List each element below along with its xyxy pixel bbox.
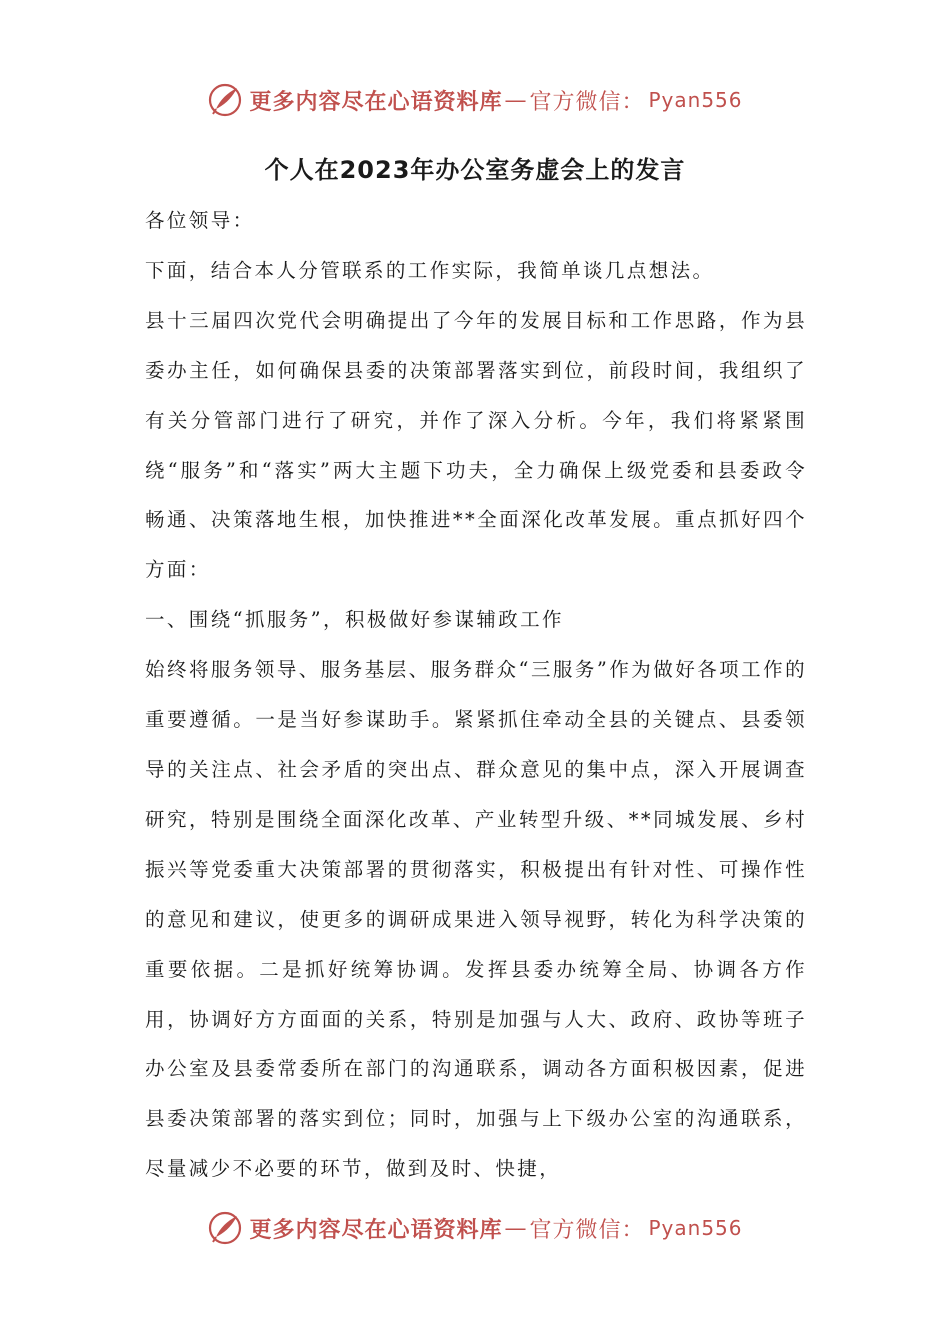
- watermark-header: [0, 82, 950, 118]
- watermark-separator: —: [504, 87, 528, 113]
- watermark-brand: 更多内容尽在心语资料库: [249, 1216, 503, 1243]
- watermark-contact-id: Pyan556: [648, 88, 743, 112]
- paragraph: 县十三届四次党代会明确提出了今年的发展目标和工作思路，作为县委办主任，如何确保县委的决策部署落实到位，前段时间，我组织了有关分管部门进行了研究，并作了深入分析。今年，我们将紧紧围绕“服务”和“落实”两大主题下功夫，全力确保上级党委和县委政令畅通、决策落地生根，加快推进**全面深化改革发展。重点抓好四个方面：: [145, 308, 807, 582]
- watermark-contact-label: 官方微信：: [529, 1217, 645, 1243]
- watermark-contact-id: Pyan556: [648, 1216, 743, 1240]
- salutation: 各位领导：: [145, 209, 255, 232]
- paragraph: 始终将服务领导、服务基层、服务群众“三服务”作为做好各项工作的重要遵循。一是当好参谋助手。紧紧抓住牵动全县的关键点、县委领导的关注点、社会矛盾的突出点、群众意见的集中点，深入开展调查研究，特别是围绕全面深化改革、产业转型升级、**同城发展、乡村振兴等党委重大决策部署的贯彻落实，积极提出有针对性、可操作性的意见和建议，使更多的调研成果进入领导视野，转化为科学决策的重要依据。二是抓好统筹协调。发挥县委办统筹全局、协调各方作用，协调好方方面面的关系，特别是加强与人大、政府、政协等班子办公室及县委常委所在部门的沟通联系，调动各方面积极因素，促进县委决策部署的落实到位；同时，加强与上下级办公室的沟通联系，尽量减少不必要的环节，做到及时、快捷，: [145, 658, 807, 1181]
- quill-pen-icon: [207, 82, 243, 118]
- document-body: [145, 196, 807, 1194]
- quill-pen-icon: [207, 1210, 243, 1246]
- watermark-contact-label: 官方微信：: [529, 89, 645, 115]
- section-heading: 一、围绕“抓服务”，积极做好参谋辅政工作: [145, 608, 564, 632]
- paragraph: 下面，结合本人分管联系的工作实际，我简单谈几点想法。: [145, 258, 715, 282]
- watermark-footer: [0, 1210, 950, 1246]
- watermark-separator: —: [504, 1215, 528, 1241]
- document-title: 个人在2023年办公室务虚会上的发言: [264, 156, 686, 184]
- watermark-brand: 更多内容尽在心语资料库: [249, 88, 503, 115]
